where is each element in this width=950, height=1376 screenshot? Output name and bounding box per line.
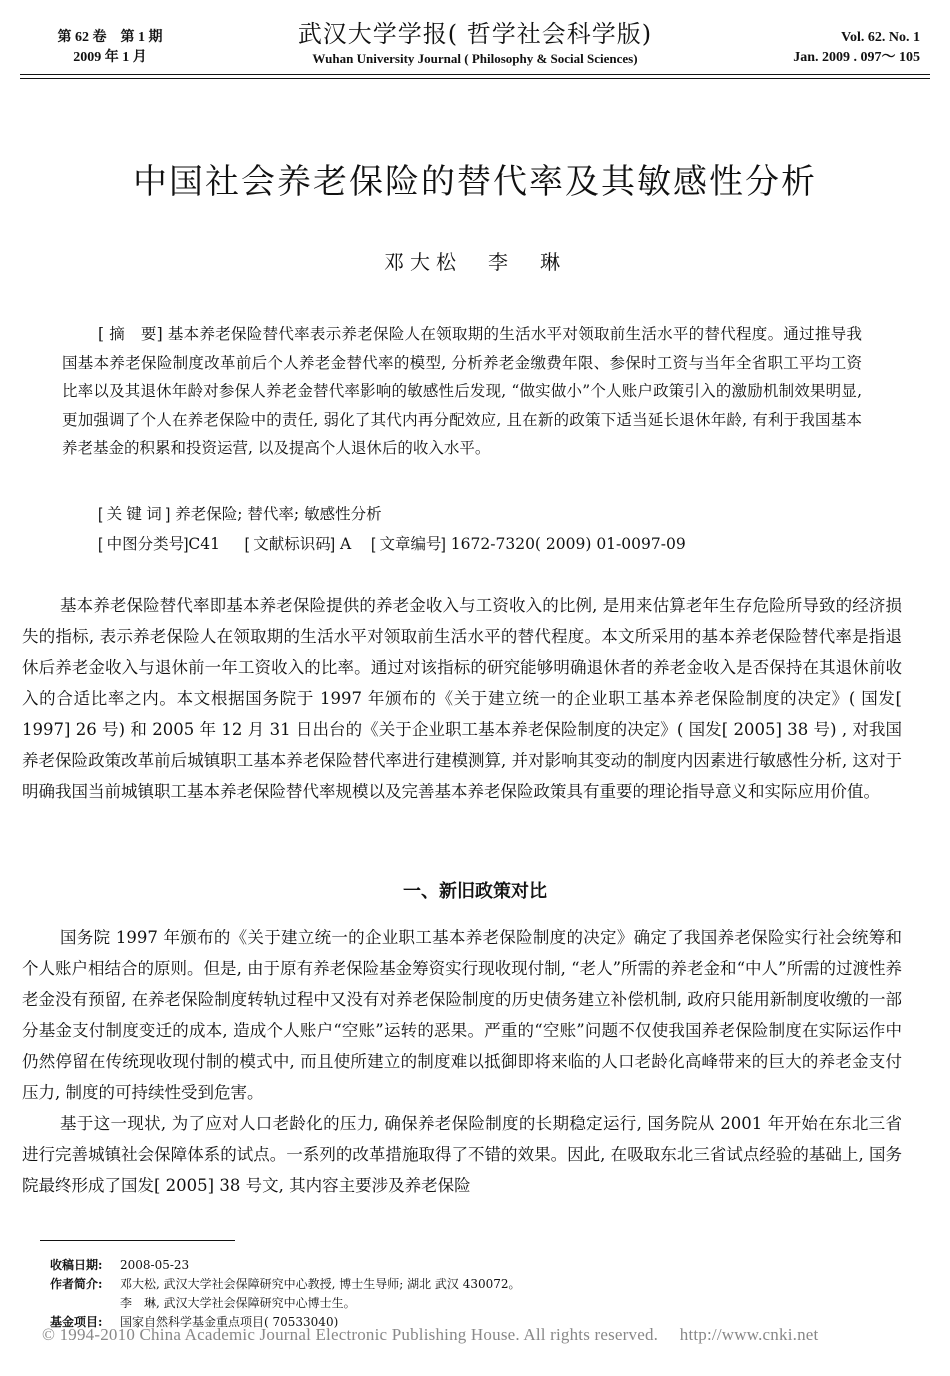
doc-code-label: [ 文献标识码] (244, 535, 336, 553)
keywords-block (98, 500, 878, 559)
footnote-value: 2008-05-23 (120, 1258, 190, 1272)
header-volume: 第 62 卷 第 1 期 (57, 30, 163, 45)
footnote-row (50, 1275, 930, 1294)
footnote-rule (40, 1240, 235, 1241)
journal-name-en: Wuhan University Journal ( Philosophy & Social Sciences) (312, 51, 638, 66)
abstract (62, 320, 862, 463)
footnote-row (50, 1294, 930, 1313)
header-pages-en: Jan. 2009 . 097～ 105 (793, 50, 920, 65)
journal-name-cn: 武汉大学学报( 哲学社会科学版) (297, 20, 653, 48)
doc-code-value: A (340, 534, 352, 553)
article-number-value: 1672-7320( 2009) 01-0097-09 (450, 534, 686, 553)
keywords-line (98, 500, 878, 530)
footnote-key: 作者简介: (50, 1277, 103, 1291)
classification-line (98, 530, 878, 560)
header-rule-thin (20, 78, 930, 79)
header-vol-en: Vol. 62. No. 1 (841, 30, 920, 45)
section-heading: 一、新旧政策对比 (403, 881, 547, 901)
header-issue-info (30, 28, 190, 68)
abstract-text: 基本养老保险替代率表示养老保险人在领取期的生活水平对领取前生活水平的替代程度。通过推导我国基本养老保险制度改革前后个人养老金替代率的模型, 分析养老金缴费年限、参保时工资与当年全省职工平均工资比率以及其退休年龄对参保人养老金替代率影响的敏感性后发现, “做实做小”个人账户政策引入的激励机制效果明显, 更加强调了个人在养老保险中的责任, 弱化了其代内再分配效应, 且在新的政策下适当延长退休年龄, 有利于我国基本养老基金的积累和投资运营, 以及提高个人退休后的收入水平。 (62, 325, 862, 457)
keywords-label: [ 关 键 词 ] (98, 506, 171, 523)
article-number-label: [ 文章编号] (370, 535, 446, 553)
header-journal (220, 18, 730, 68)
footnote-key (50, 1294, 120, 1313)
footnote-value: 李 琳, 武汉大学社会保障研究中心博士生。 (120, 1296, 356, 1310)
paper-title: 中国社会养老保险的替代率及其敏感性分析 (133, 162, 817, 202)
section-paragraph: 基于这一现状, 为了应对人口老龄化的压力, 确保养老保险制度的长期稳定运行, 国务院从 2001 年开始在东北三省进行完善城镇社会保障体系的试点。一系列的改革措施取得了不错的效果。因此, 在吸取东北三省试点经验的基础上, 国务院最终形成了国发[ 2005] 38 号文, 其内容主要涉及养老保险 (22, 1114, 902, 1195)
keywords-text: 养老保险; 替代率; 敏感性分析 (175, 505, 382, 523)
abstract-label: [ 摘 要] (98, 325, 163, 343)
footnote-key: 收稿日期: (50, 1258, 103, 1272)
section-body (22, 922, 902, 1201)
intro-section (22, 590, 902, 807)
copyright-notice: © 1994-2010 China Academic Journal Electronic Publishing House. All rights reserved. http://www.cnki.net (42, 1325, 819, 1344)
section-paragraph: 国务院 1997 年颁布的《关于建立统一的企业职工基本养老保险制度的决定》确定了我国养老保险实行社会统筹和个人账户相结合的原则。但是, 由于原有养老保险基金筹资实行现收现付制, “老人”所需的养老金和“中人”所需的过渡性养老金没有预留, 在养老保险制度转轨过程中又没有对养老保险制度的历史债务建立补偿机制, 政府只能用新制度收缴的一部分基金支付制度变迁的成本, 造成个人账户“空账”运转的恶果。严重的“空账”问题不仅使我国养老保险制度在实际运作中仍然停留在传统现收现付制的模式中, 而且使所建立的制度难以抵御即将来临的人口老龄化高峰带来的巨大的养老金支付压力, 制度的可持续性受到危害。 (22, 928, 902, 1102)
clc-value: C41 (188, 534, 221, 553)
footnote-key: 基金项目: (50, 1315, 103, 1329)
intro-paragraph: 基本养老保险替代率即基本养老保险提供的养老金收入与工资收入的比例, 是用来估算老年生存危险所导致的经济损失的指标, 表示养老保险人在领取期的生活水平对领取前生活水平的替代程度。本文所采用的基本养老保险替代率是指退休后养老金收入与退休前一年工资收入的比率。通过对该指标的研究能够明确退休者的养老金收入是否保持在其退休前收入的合适比率之内。本文根据国务院于 1997 年颁布的《关于建立统一的企业职工基本养老保险制度的决定》( 国发[ 1997] 26 号) 和 2005 年 12 月 31 日出台的《关于企业职工基本养老保险制度的决定》( 国发[ 2005] 38 号) , 对我国养老保险政策改革前后城镇职工基本养老保险替代率进行建模测算, 并对影响其变动的制度内因素进行敏感性分析, 这对于明确我国当前城镇职工基本养老保险替代率规模以及完善基本养老保险政策具有重要的理论指导意义和实际应用价值。 (22, 596, 902, 801)
footnote-value: 国家自然科学基金重点项目( 70533040) (120, 1315, 339, 1329)
header-date: 2009 年 1 月 (73, 50, 147, 65)
footnote-value: 邓大松, 武汉大学社会保障研究中心教授, 博士生导师; 湖北 武汉 430072。 (120, 1277, 521, 1291)
footnote-row (50, 1256, 930, 1275)
paper-authors: 邓大松 李 琳 (384, 250, 566, 274)
header-volume-en (750, 28, 920, 68)
clc-label: [ 中图分类号] (98, 535, 189, 553)
header-rule-thick (20, 74, 930, 75)
